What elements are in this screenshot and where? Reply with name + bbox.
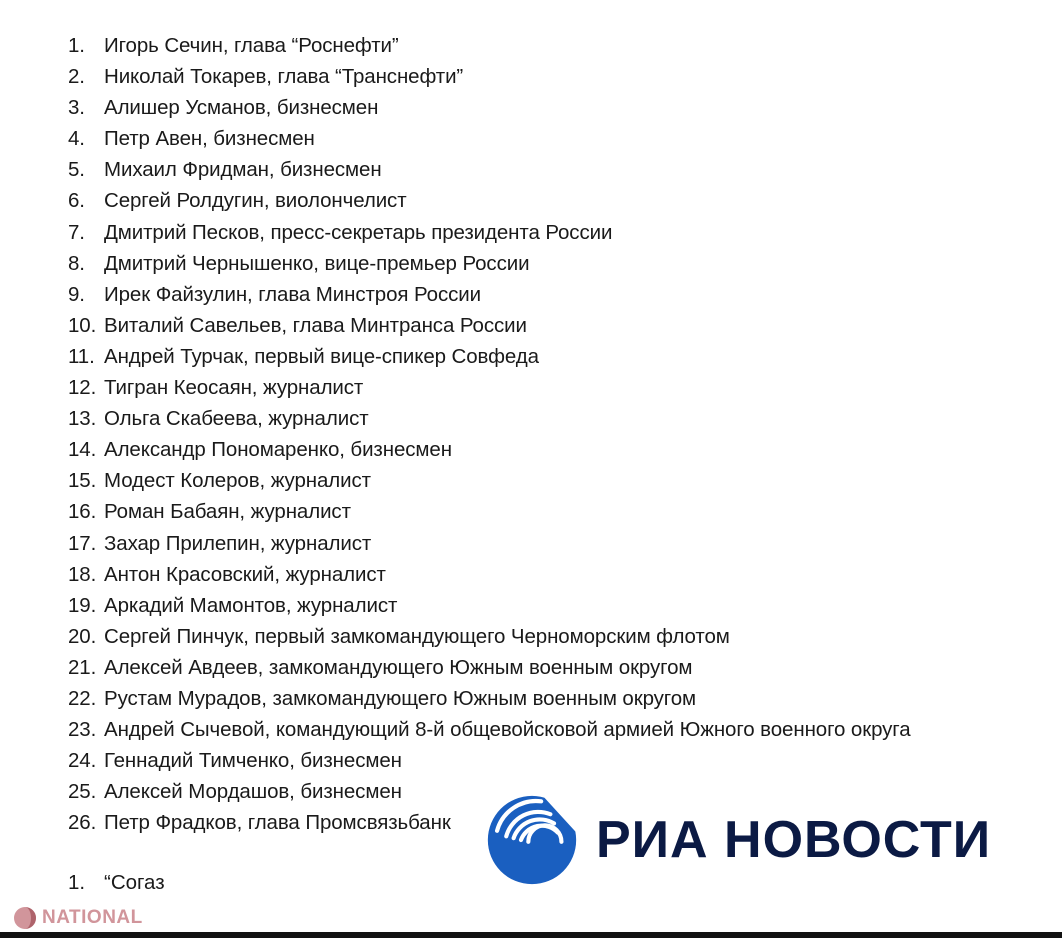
list-item-text: Андрей Сычевой, командующий 8-й общевойсковой армией Южного военного округа <box>104 718 911 742</box>
list-item-number: 9. <box>68 282 85 306</box>
ria-novosti-logo-icon <box>486 794 578 886</box>
list-item <box>68 372 911 403</box>
list-item <box>68 217 911 248</box>
second-list <box>68 867 165 898</box>
list-item-number: 10. <box>68 313 97 337</box>
ria-novosti-watermark <box>486 790 1026 890</box>
list-item <box>68 403 911 434</box>
list-item-number: 23. <box>68 718 97 742</box>
list-item-text: Геннадий Тимченко, бизнесмен <box>104 749 402 773</box>
list-item <box>68 279 911 310</box>
list-item <box>68 154 911 185</box>
list-item-number: 16. <box>68 500 97 524</box>
list-item <box>68 867 165 898</box>
list-item <box>68 621 911 652</box>
list-item-text: Михаил Фридман, бизнесмен <box>104 158 382 182</box>
list-item <box>68 123 911 154</box>
list-item-text: Тигран Кеосаян, журналист <box>104 376 364 400</box>
ria-novosti-logo-text: РИА НОВОСТИ <box>596 811 992 869</box>
list-item <box>68 652 911 683</box>
list-item-text: Алексей Мордашов, бизнесмен <box>104 780 402 804</box>
list-item-number: 12. <box>68 376 97 400</box>
list-item-number: 18. <box>68 562 97 586</box>
list-item <box>68 92 911 123</box>
national-watermark <box>12 905 143 931</box>
list-item-number: 25. <box>68 780 97 804</box>
list-item <box>68 30 911 61</box>
list-item-text: Захар Прилепин, журналист <box>104 531 372 555</box>
list-item-number: 5. <box>68 158 85 182</box>
list-item-text: Антон Красовский, журналист <box>104 562 386 586</box>
list-item-text: Николай Токарев, глава “Транснефти” <box>104 65 464 89</box>
list-item-text: Петр Фрадков, глава Промсвязьбанк <box>104 811 451 835</box>
list-item-number: 2. <box>68 65 85 89</box>
list-item-text: Андрей Турчак, первый вице-спикер Совфеда <box>104 344 539 368</box>
list-item <box>68 310 911 341</box>
list-item-text: Ирек Файзулин, глава Минстроя России <box>104 282 481 306</box>
national-logo-icon <box>12 905 38 931</box>
list-item <box>68 341 911 372</box>
list-item-number: 8. <box>68 251 85 275</box>
list-item-number: 21. <box>68 655 97 679</box>
list-item-number: 11. <box>68 344 95 368</box>
list-item <box>68 745 911 776</box>
list-item <box>68 528 911 559</box>
list-item-number: 26. <box>68 811 97 835</box>
national-logo-text: NATIONAL <box>42 907 143 928</box>
list-item-number: 6. <box>68 189 85 213</box>
list-item <box>68 61 911 92</box>
list-item <box>68 185 911 216</box>
list-item <box>68 496 911 527</box>
list-item-number: 19. <box>68 593 97 617</box>
list-item <box>68 559 911 590</box>
list-item-text: Алишер Усманов, бизнесмен <box>104 96 379 120</box>
list-item <box>68 714 911 745</box>
list-item-text: Дмитрий Песков, пресс-секретарь президента России <box>104 220 613 244</box>
list-item-text: “Согаз <box>104 871 165 894</box>
list-item-text: Александр Пономаренко, бизнесмен <box>104 438 452 462</box>
list-item-text: Сергей Ролдугин, виолончелист <box>104 189 407 213</box>
list-item-text: Аркадий Мамонтов, журналист <box>104 593 398 617</box>
list-item-text: Дмитрий Чернышенко, вице-премьер России <box>104 251 530 275</box>
list-item-number: 1. <box>68 871 86 894</box>
list-item-number: 4. <box>68 127 85 151</box>
list-item-number: 1. <box>68 34 85 57</box>
list-item-number: 14. <box>68 438 97 462</box>
list-item-text: Сергей Пинчук, первый замкомандующего Черноморским флотом <box>104 624 730 648</box>
list-item-number: 20. <box>68 624 97 648</box>
list-item <box>68 248 911 279</box>
list-item-text: Рустам Мурадов, замкомандующего Южным военным округом <box>104 686 697 710</box>
list-item-text: Модест Колеров, журналист <box>104 469 371 493</box>
list-item <box>68 465 911 496</box>
list-item-number: 7. <box>68 220 85 244</box>
sanctions-list <box>68 30 911 838</box>
list-item-number: 17. <box>68 531 97 555</box>
list-item <box>68 590 911 621</box>
list-item-number: 22. <box>68 686 97 710</box>
list-item-number: 15. <box>68 469 97 493</box>
list-item-text: Виталий Савельев, глава Минтранса России <box>104 313 527 337</box>
list-item-text: Игорь Сечин, глава “Роснефти” <box>104 34 399 57</box>
list-item <box>68 683 911 714</box>
list-item-text: Алексей Авдеев, замкомандующего Южным военным округом <box>104 655 693 679</box>
list-item-number: 24. <box>68 749 97 773</box>
list-item-text: Роман Бабаян, журналист <box>104 500 351 524</box>
list-item <box>68 434 911 465</box>
list-item-number: 13. <box>68 407 97 431</box>
bottom-border <box>0 932 1062 938</box>
list-item-text: Ольга Скабеева, журналист <box>104 407 369 431</box>
list-item-number: 3. <box>68 96 85 120</box>
list-item-text: Петр Авен, бизнесмен <box>104 127 315 151</box>
